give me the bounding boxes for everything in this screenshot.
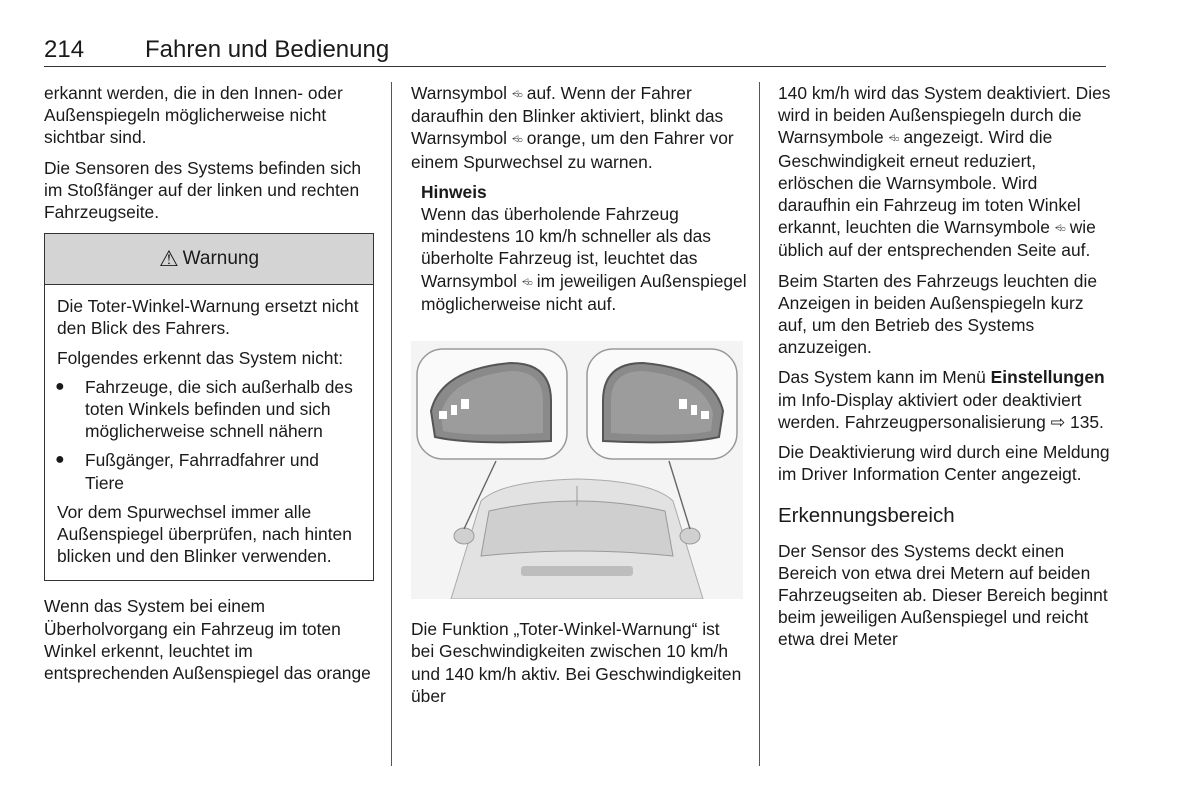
- paragraph: Die Sensoren des Systems befinden sich im Stoßfänger auf der linken und rechten Fahrzeugseite.: [44, 157, 362, 223]
- text-run: orange, um den Fahrer vor einem Spurwechsel zu warnen.: [411, 128, 734, 172]
- note-title: Hinweis: [421, 181, 487, 202]
- text-run: im jeweiligen Außenspiegel möglicherweise nicht auf.: [421, 270, 747, 314]
- bullet-icon: ●: [55, 377, 65, 395]
- paragraph: Vor dem Spurwechsel immer alle Außenspiegel überprüfen, nach hinten blicken und den Blinker verwenden.: [57, 501, 352, 567]
- paragraph: erkannt werden, die in den Innen- oder Außenspiegeln möglicherweise nicht sichtbar sind.: [44, 83, 343, 148]
- paragraph: [778, 366, 1112, 433]
- page-header: [44, 36, 1106, 67]
- page-title: Fahren und Bedienung: [145, 36, 390, 63]
- blind-spot-symbol-icon: ⩤⚬: [511, 89, 522, 99]
- note-text: [421, 203, 747, 315]
- list-item-text: Fußgänger, Fahrradfahrer und Tiere: [85, 450, 319, 493]
- text-run: angezeigt. Wird die Geschwindigkeit erneut reduziert, erlöschen die Warnsymbole. Wird daraufhin ein Fahrzeug im toten Winkel erkannt, leuchten die Warnsymbole: [778, 127, 1081, 238]
- warning-box: [44, 233, 374, 581]
- warning-header: [45, 234, 373, 285]
- paragraph: [411, 82, 747, 173]
- warning-triangle-icon: ⚠: [158, 246, 179, 272]
- paragraph: Der Sensor des Systems deckt einen Bereich von etwa drei Metern auf beiden Fahrzeugseiten ab. Dieser Bereich beginnt beim jeweiligen Außenspiegel und reicht etwa drei Meter: [778, 540, 1108, 650]
- bullet-icon: ●: [55, 451, 65, 469]
- blind-spot-mirror-illustration: [411, 341, 743, 599]
- menu-name: Einstellungen: [990, 367, 1105, 388]
- page-reference-arrow-icon: ⇨: [1050, 411, 1066, 432]
- text-run: im Info-Display aktiviert oder deaktiviert werden. Fahrzeugpersonalisierung: [778, 389, 1082, 432]
- note-box: [421, 181, 747, 315]
- paragraph: Die Deaktivierung wird durch eine Meldung im Driver Information Center angezeigt.: [778, 442, 1110, 485]
- column-2: [411, 82, 747, 715]
- paragraph: Folgendes erkennt das System nicht:: [57, 347, 344, 368]
- list-item-text: Fahrzeuge, die sich außerhalb des toten Winkels befinden und sich möglicherweise schnell nähern: [85, 376, 353, 442]
- blind-spot-symbol-icon: ⩤⚬: [511, 134, 522, 145]
- page-reference[interactable]: 135.: [1070, 411, 1104, 432]
- warning-title: Warnung: [182, 248, 260, 270]
- paragraph: Beim Starten des Fahrzeugs leuchten die Anzeigen in beiden Außenspiegeln kurz auf, um den Betrieb des Systems anzuzeigen.: [778, 270, 1098, 358]
- list-item: [55, 376, 361, 443]
- text-run: wie üblich auf der entsprechenden Seite auf.: [778, 217, 1096, 261]
- list-item: [55, 449, 361, 493]
- text-run: 140 km/h wird das System deaktiviert. Dies wird in beiden Außenspiegeln durch die Warnsymbole: [778, 83, 1111, 148]
- paragraph: [778, 82, 1112, 262]
- column-divider: [391, 82, 392, 766]
- warning-body: [45, 285, 373, 580]
- text-run: auf. Wenn der Fahrer daraufhin den Blinker aktiviert, blinkt das Warnsymbol: [411, 83, 724, 149]
- page-number: 214: [44, 36, 85, 63]
- paragraph: Die Toter-Winkel-Warnung ersetzt nicht den Blick des Fahrers.: [57, 296, 359, 339]
- text-run: Warnsymbol: [411, 83, 507, 103]
- blind-spot-symbol-icon: ⩤⚬: [521, 276, 532, 287]
- blind-spot-symbol-icon: ⩤⚬: [1054, 223, 1065, 234]
- column-1: [44, 82, 374, 692]
- paragraph: Die Funktion „Toter-Winkel-Warnung“ ist bei Geschwindigkeiten zwischen 10 km/h und 140 km/h aktiv. Bei Geschwindigkeiten über: [411, 619, 742, 706]
- paragraph: Wenn das System bei einem Überholvorgang ein Fahrzeug im toten Winkel erkennt, leuchtet im entsprechenden Außenspiegel das orange: [44, 596, 371, 684]
- column-divider: [759, 82, 760, 766]
- column-3: [778, 82, 1112, 659]
- blind-spot-symbol-icon: ⩤⚬: [888, 133, 899, 144]
- text-run: Wenn das überholende Fahrzeug mindestens 10 km/h schneller als das überholte Fahrzeug ist, leuchtet das Warnsymbol: [421, 204, 711, 291]
- text-run: Das System kann im Menü: [778, 367, 986, 388]
- section-heading: Erkennungsbereich: [778, 504, 955, 528]
